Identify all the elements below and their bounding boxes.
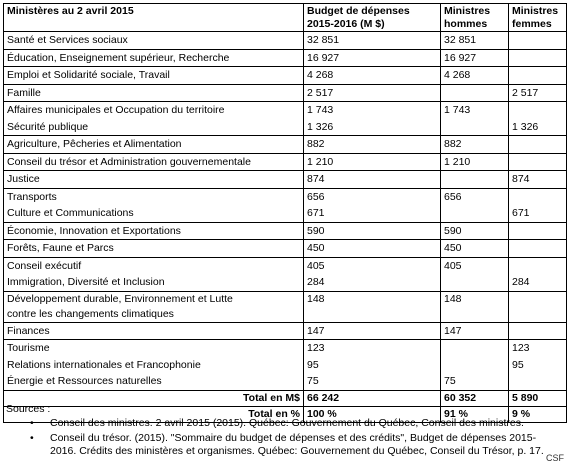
budget-value: 882: [307, 138, 325, 150]
men-value-cell: [441, 340, 509, 391]
budget-value: 590: [307, 224, 325, 237]
ministry-name-cell: [4, 322, 304, 340]
budget-value: 284: [307, 276, 325, 288]
table-row: [4, 257, 567, 291]
budget-value: 75: [307, 375, 319, 387]
ministry-name-cell: [4, 171, 304, 189]
table-row: [4, 136, 567, 154]
budget-value-cell: [304, 102, 441, 136]
ministry-name: Famille: [7, 86, 41, 99]
ministry-name: Relations internationales et Francophonie: [7, 358, 201, 371]
source-text: Conseil des ministres. 2 avril 2015 (2015). Québec: Gouvernement du Québec, Conseil des ministres.: [50, 417, 524, 429]
women-value: [512, 102, 563, 119]
budget-value: 123: [307, 342, 325, 354]
men-value-cell: [441, 222, 509, 240]
women-value: 1 326: [512, 120, 539, 133]
budget-table-body: [4, 4, 567, 423]
men-value: 147: [444, 324, 462, 337]
men-value: 1 743: [444, 104, 471, 116]
header-budget: [304, 4, 441, 32]
men-value-cell: [441, 188, 509, 222]
bullet-icon: •: [30, 417, 34, 429]
header-men-line2: hommes: [444, 18, 488, 30]
table-row: [4, 153, 567, 171]
women-value: 874: [512, 173, 530, 185]
budget-value-cell: [304, 257, 441, 291]
ministry-name: Forêts, Faune et Parcs: [7, 242, 114, 254]
ministry-name: Immigration, Diversité et Inclusion: [7, 276, 165, 288]
table-row: [4, 49, 567, 67]
men-value-cell: [441, 136, 509, 154]
men-value: [444, 85, 505, 102]
women-value: [512, 136, 563, 153]
header-men: [441, 4, 509, 32]
men-value-cell: [441, 102, 509, 136]
budget-table: [3, 3, 567, 423]
budget-value: 405: [307, 259, 325, 272]
header-men-line1: Ministres: [444, 5, 491, 17]
ministry-name-cell: [4, 49, 304, 67]
table-row: [4, 240, 567, 258]
women-value: 2 517: [512, 86, 539, 99]
men-value-cell: [441, 171, 509, 189]
budget-value: 656: [307, 190, 325, 203]
women-value-cell: [509, 136, 567, 154]
header-budget-line1: Budget de dépenses: [307, 5, 410, 17]
men-value: 16 927: [444, 51, 477, 64]
women-value: [512, 373, 563, 390]
budget-value-cell: [304, 84, 441, 102]
men-value-cell: [441, 32, 509, 50]
ministry-name-cell: [4, 32, 304, 50]
women-value-cell: [509, 322, 567, 340]
budget-value: 32 851: [307, 34, 340, 46]
ministry-name: Culture et Communications: [7, 207, 134, 219]
budget-value-cell: [304, 188, 441, 222]
women-value: 284: [512, 276, 530, 288]
budget-value: 874: [307, 173, 325, 185]
ministry-name-cell: [4, 102, 304, 136]
women-value-cell: [509, 153, 567, 171]
men-value: 405: [444, 259, 462, 272]
men-value: [444, 119, 505, 136]
ministry-name-cell: [4, 240, 304, 258]
header-budget-line2: 2015-2016 (M $): [307, 18, 385, 30]
budget-value-cell: [304, 322, 441, 340]
budget-value: 2 517: [307, 86, 334, 99]
men-value: [444, 205, 505, 222]
ministry-name: Énergie et Ressources naturelles: [7, 375, 162, 387]
table-row: [4, 322, 567, 340]
women-value: [512, 258, 563, 275]
men-value-cell: [441, 291, 509, 322]
women-value-cell: [509, 171, 567, 189]
total-women: 5 890: [509, 390, 567, 406]
women-value: [512, 223, 563, 240]
women-value-cell: [509, 67, 567, 85]
women-value: [512, 154, 563, 171]
source-item: [6, 417, 562, 430]
budget-value-cell: [304, 32, 441, 50]
table-row: [4, 84, 567, 102]
source-text: Conseil du trésor. (2015). "Sommaire du budget de dépenses et des crédits", Budget de dépenses 2015-2016. Crédits des ministères et organismes. Québec: Gouvernement du Québec, Conseil du Trésor, p. 17.: [50, 432, 544, 457]
budget-value-cell: [304, 67, 441, 85]
ministry-name: Agriculture, Pêcheries et Alimentation: [7, 138, 182, 150]
total-label: Total en %: [4, 406, 304, 422]
table-header-row: [4, 4, 567, 32]
women-value: [512, 32, 563, 49]
ministry-name-cell: [4, 257, 304, 291]
women-value-cell: [509, 291, 567, 322]
men-value-cell: [441, 257, 509, 291]
women-value: [512, 67, 563, 84]
header-ministries-label: Ministères au 2 avril 2015: [7, 5, 134, 17]
budget-value: 4 268: [307, 69, 334, 81]
credit-label: CSF: [546, 453, 564, 463]
women-value-cell: [509, 102, 567, 136]
men-value: [444, 274, 505, 291]
ministry-name: Développement durable, Environnement et Lutte: [7, 292, 233, 305]
ministry-name: Éducation, Enseignement supérieur, Recherche: [7, 51, 230, 64]
budget-value-cell: [304, 171, 441, 189]
ministry-name: Affaires municipales et Occupation du territoire: [7, 104, 225, 116]
sources-section: [6, 403, 562, 460]
women-value-cell: [509, 257, 567, 291]
men-value: [444, 357, 505, 374]
men-value: 1 210: [444, 155, 471, 168]
men-value: 32 851: [444, 34, 477, 46]
budget-value: 1 326: [307, 120, 334, 133]
men-value-cell: [441, 240, 509, 258]
table-row: [4, 188, 567, 222]
women-value-cell: [509, 49, 567, 67]
total-budget: 66 242: [304, 390, 441, 406]
budget-value: 148: [307, 292, 325, 305]
women-value: 123: [512, 342, 530, 354]
women-value: [512, 323, 563, 340]
budget-value-cell: [304, 291, 441, 322]
budget-value-cell: [304, 49, 441, 67]
men-value: 882: [444, 138, 462, 150]
men-value: 75: [444, 375, 456, 387]
ministry-name: Sécurité publique: [7, 120, 89, 133]
women-value-cell: [509, 340, 567, 391]
budget-value: 95: [307, 358, 319, 371]
women-value: [512, 50, 563, 67]
header-ministries: [4, 4, 304, 32]
ministry-name: Conseil du trésor et Administration gouvernementale: [7, 155, 251, 168]
ministry-name: Finances: [7, 324, 50, 337]
women-value: 95: [512, 358, 524, 371]
men-value-cell: [441, 153, 509, 171]
women-value: [512, 307, 563, 322]
women-value-cell: [509, 240, 567, 258]
total-label: Total en M$: [4, 390, 304, 406]
table-row: [4, 340, 567, 391]
ministry-name-cell: [4, 84, 304, 102]
bullet-icon: •: [30, 432, 34, 444]
men-value-cell: [441, 84, 509, 102]
total-men: 60 352: [441, 390, 509, 406]
men-value: 656: [444, 190, 462, 203]
women-value: [512, 189, 563, 206]
men-value: 450: [444, 242, 462, 254]
ministry-name: Justice: [7, 173, 40, 185]
budget-value-cell: [304, 136, 441, 154]
total-men: 91 %: [441, 406, 509, 422]
men-value: 590: [444, 224, 462, 237]
ministry-name-cell: [4, 222, 304, 240]
source-item: [6, 432, 562, 458]
budget-value-cell: [304, 222, 441, 240]
women-value-cell: [509, 188, 567, 222]
women-value: [512, 240, 563, 257]
budget-value: 147: [307, 324, 325, 337]
men-value: 148: [444, 292, 462, 305]
budget-value: 16 927: [307, 51, 340, 64]
ministry-name-cell: [4, 291, 304, 322]
ministry-name-cell: [4, 67, 304, 85]
sources-list: [6, 417, 562, 458]
sources-title: Sources :: [6, 403, 51, 415]
men-value-cell: [441, 322, 509, 340]
total-budget: 100 %: [304, 406, 441, 422]
budget-value-cell: [304, 153, 441, 171]
ministry-name: Transports: [7, 190, 57, 203]
budget-value: 1 210: [307, 155, 334, 168]
ministry-name-cell: [4, 188, 304, 222]
men-value-cell: [441, 67, 509, 85]
header-women-line2: femmes: [512, 18, 552, 30]
table-row: [4, 67, 567, 85]
budget-value-cell: [304, 240, 441, 258]
men-value: [444, 340, 505, 357]
budget-value: 450: [307, 242, 325, 254]
men-value: [444, 307, 505, 322]
ministry-name-cell: [4, 153, 304, 171]
women-value-cell: [509, 84, 567, 102]
budget-value-cell: [304, 340, 441, 391]
budget-value: 671: [307, 207, 325, 219]
women-value-cell: [509, 32, 567, 50]
ministry-name: Conseil exécutif: [7, 259, 82, 272]
budget-value: [307, 307, 437, 322]
men-value-cell: [441, 49, 509, 67]
table-row: [4, 222, 567, 240]
women-value: [512, 292, 563, 307]
table-row: [4, 291, 567, 322]
men-value: 4 268: [444, 69, 471, 81]
women-value: 671: [512, 207, 530, 219]
header-women-line1: Ministres: [512, 5, 559, 17]
budget-value: 1 743: [307, 104, 334, 116]
table-row: [4, 102, 567, 136]
ministry-name-cell: [4, 340, 304, 391]
ministry-name: Emploi et Solidarité sociale, Travail: [7, 69, 170, 81]
ministry-name: Tourisme: [7, 342, 50, 354]
header-women: [509, 4, 567, 32]
total-women: 9 %: [509, 406, 567, 422]
ministry-name: Économie, Innovation et Exportations: [7, 224, 181, 237]
ministry-name-cell: [4, 136, 304, 154]
men-value: [444, 171, 505, 188]
ministry-name: contre les changements climatiques: [7, 307, 174, 320]
ministry-name: Santé et Services sociaux: [7, 34, 128, 46]
table-row: [4, 171, 567, 189]
women-value-cell: [509, 222, 567, 240]
table-row: [4, 32, 567, 50]
